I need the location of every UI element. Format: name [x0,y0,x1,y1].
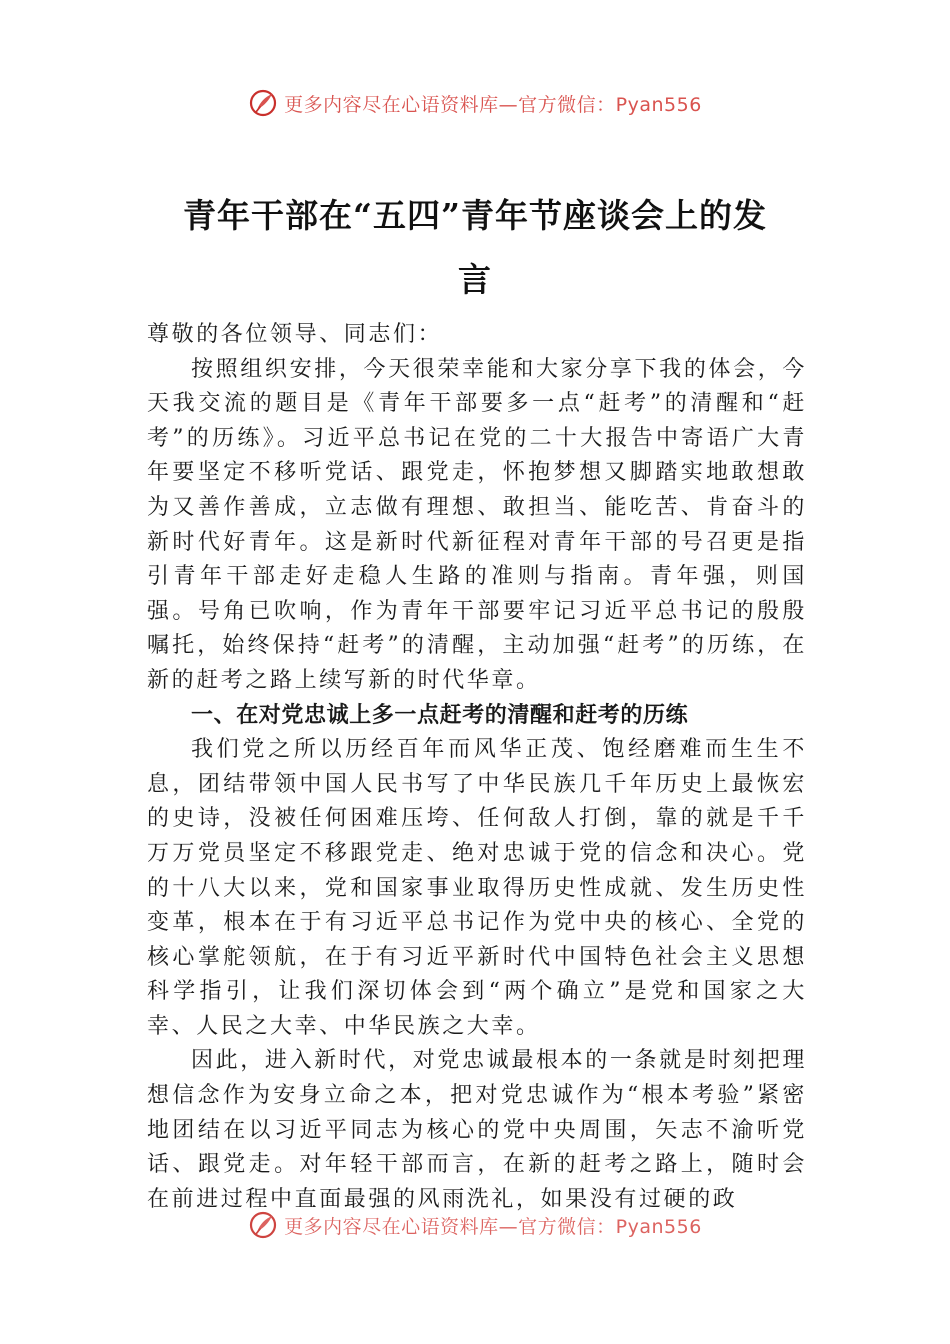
salutation: 尊敬的各位领导、同志们： [147,322,443,347]
document-body [147,318,807,1217]
title-line-1: 青年干部在“五四”青年节座谈会上的发 [183,196,767,235]
quill-logo-icon [248,88,278,118]
paragraph-section-1: 我们党之所以历经百年而风华正茂、饱经磨难而生生不息，团结带领中国人民书写了中华民族几千年历史上最恢宏的史诗，没被任何困难压垮、任何敌人打倒，靠的就是千千万万党员坚定不移跟党走、绝对忠诚于党的信念和决心。党的十八大以来，党和国家事业取得历史性成就、发生历史性变革，根本在于有习近平总书记作为党中央的核心、全党的核心掌舵领航，在于有习近平新时代中国特色社会主义思想科学指引，让我们深切体会到“两个确立”是党和国家之大幸、人民之大幸、中华民族之大幸。 [147,737,807,1039]
watermark-text: 更多内容尽在心语资料库—官方微信：Pyan556 [284,93,702,116]
watermark-text: 更多内容尽在心语资料库—官方微信：Pyan556 [284,1215,702,1238]
paragraph-section-1-cont: 因此，进入新时代，对党忠诚最根本的一条就是时刻把理想信念作为安身立命之本，把对党忠诚作为“根本考验”紧密地团结在以习近平同志为核心的党中央周围，矢志不渝听党话、跟党走。对年轻干部而言，在新的赶考之路上，随时会在前进过程中直面最强的风雨洗礼，如果没有过硬的政 [147,1048,807,1212]
watermark-header [0,86,950,120]
document-title [145,184,805,312]
watermark-footer [0,1208,950,1242]
section-heading-1: 一、在对党忠诚上多一点赶考的清醒和赶考的历练 [191,702,689,728]
quill-logo-icon [248,1210,278,1240]
paragraph-intro: 按照组织安排，今天很荣幸能和大家分享下我的体会，今天我交流的题目是《青年干部要多一点“赶考”的清醒和“赶考”的历练》。习近平总书记在党的二十大报告中寄语广大青年要坚定不移听党话、跟党走，怀抱梦想又脚踏实地敢想敢为又善作善成，立志做有理想、敢担当、能吃苦、肯奋斗的新时代好青年。这是新时代新征程对青年干部的号召更是指引青年干部走好走稳人生路的准则与指南。青年强，则国强。号角已吹响，作为青年干部要牢记习近平总书记的殷殷嘱托，始终保持“赶考”的清醒，主动加强“赶考”的历练，在新的赶考之路上续写新的时代华章。 [147,356,807,693]
title-line-2: 言 [458,260,492,299]
